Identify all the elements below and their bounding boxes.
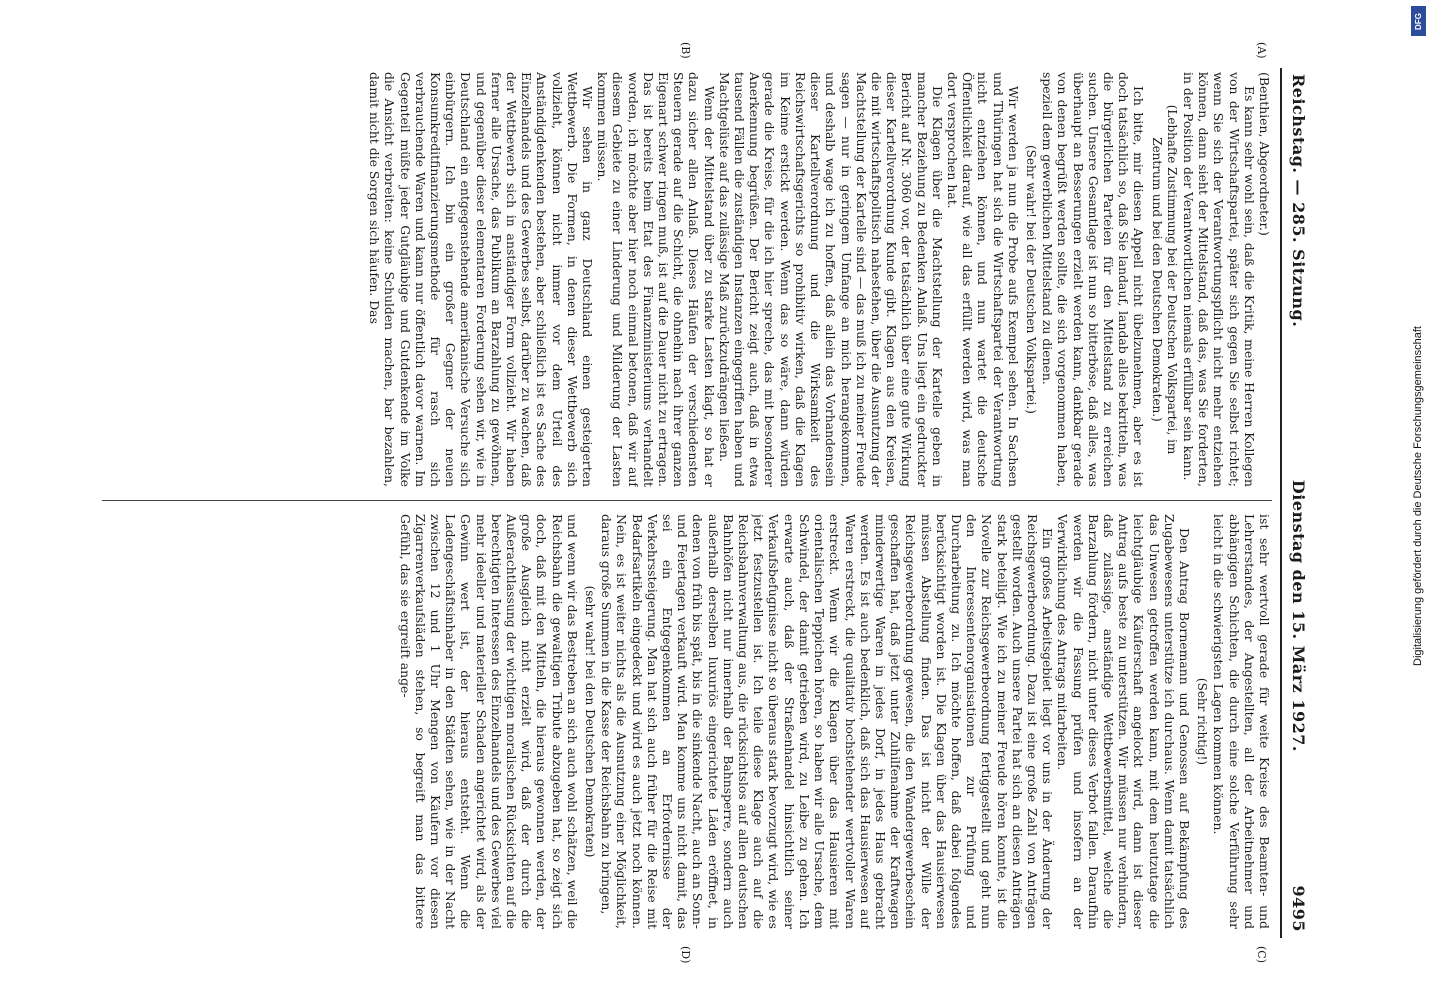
interjection: (Sehr richtig!) — [1195, 677, 1210, 766]
paragraph: Es kann sehr wohl sein, daß die Kritik, meine Herren Kollegen von der Wirtschaftspartei, später sich gegen Sie selbst richtet; wenn Sie sich der Verantwortungspflicht nicht mehr entziehen können, dann sieht der Mittelstand, daß das, was Sie forderten, in der Position der Verantwortlichen niemals erfüllbar sein kann. — [1180, 72, 1257, 487]
paragraph: Wir werden ja nun die Probe aufs Exempel sehen. In Sachsen und Thüringen hat sich die Wirtschaftspartei der Verantwortung nicht entziehen können, und nun wartet die deutsche Öffentlichkeit darauf, wie all das erfüllt werden wird, was man dort versprochen hat. — [944, 72, 1021, 487]
right-column — [92, 514, 1272, 929]
header-date: Dienstag den 15. März 1927. — [1289, 479, 1308, 752]
margin-marker-d: (D) — [679, 946, 692, 964]
paragraph: Ein großes Arbeitsgebiet liegt vor uns in der Änderung der Reichsgewerbeordnung. Dazu ist eine große Zahl von Anträgen gestellt worden. Auch unsere Partei hat sich an diesen Anträgen stark beteiligt. Wie ich zu meiner Freude hören konnte, ist die Novelle zur Reichsgewerbeordnung fertiggestellt und geht nun den Interessentenorganisationen zur Prüfung und Durcharbeitung zu. Ich möchte hoffen, daß dabei folgendes berücksichtigt worden ist. Die Klagen über das Hausierwesen müssen Abstellung finden. Das ist nicht der Wille der Reichsgewerbeordnung gewesen, die den Wandergewerbeschein geschaffen hat, daß jetzt unter Zuhilfenahme der Kraftwagen minderwertige Waren in jedes Dorf, in jedes Haus gebracht werden. Es ist auch bedenklich, daß sich das Hausierwesen auf Waren erstreckt, die qualitativ hochstehender wertvoller Waren erstreckt. Wenn wir die Klagen über das Hausieren mit orientalischen Teppichen hören, so haben wir alle Ursache, dem Schwindel, der damit getrieben wird, zu Leibe zu gehen. Ich erwarte auch, daß der Straßenhandel hinsichtlich seiner Verkaufsbefugnisse nicht so überaus stark bevorzugt wird, wie es jetzt festzustellen ist. Ich teile diese Klage auch auf die Reichsbahnverwaltung aus, die rücksichtslos auf allen deutschen Bahnhöfen nicht nur innerhalb der Bahnsperre, sondern auch außerhalb derselben luxuriös eingerichtete Läden eröffnet, in denen von früh bis spät, bis in die sinkende Nacht, auch an Sonn- und Feiertagen verkauft wird. Man komme uns nicht damit, das sei ein Entgegenkommen an Erfordernisse der Verkehrssteigerung. Man hat sich auch früher für die Reise mit Bedarfsartikeln eingedeckt und wird es auch jetzt noch können. Nein, es ist weiter nichts als die Ausnutzung einer Möglichkeit, daraus große Summen in die Kasse der Reichsbahn zu bringen, — [599, 514, 1056, 929]
funding-notice: Digitalisierung gefördert durch die Deutsche Forschungsgemeinschaft — [1412, 326, 1424, 666]
margin-marker-c: (C) — [1255, 946, 1268, 963]
margin-marker-b: (B) — [679, 42, 692, 59]
interjection: (Sehr wahr! bei der Deutschen Volkspartei.) — [1023, 145, 1038, 414]
paragraph: Wenn der Mittelstand über zu starke Lasten klagt, so hat er dazu sicher allen Anlaß. Dieses Häufen der verschiedensten Steuern gerade auf die Schicht, die ohnehin nach ihrer ganzen Eigenart schwer ringen muß, ist auf die Dauer nicht zu ertragen. Das ist bereits beim Etat des Finanzministeriums verhandelt worden, ich möchte aber hier noch einmal betonen, daß wir auf diesem Gebiete zu einer Linderung und Milderung der Lasten kommen müssen. — [595, 72, 717, 487]
dfg-logo — [1411, 6, 1426, 36]
page-number: 9495 — [1289, 885, 1308, 932]
interjection: (Lebhafte Zustimmung bei der Deutschen Volkspartei, im Zentrum und bei den Deutschen Demokraten.) — [1149, 104, 1179, 455]
paragraph: Die Klagen über die Machtstellung der Kartelle geben in mancher Beziehung zu Bedenken Anlaß. Uns liegt ein gedruckter Bericht auf Nr. 3060 vor, der tatsächlich über eine gute Wirkung dieser Kartellverordnung Kunde gibt. Klagen aus den Kreisen, die mit wirtschaftspolitisch nahestehen, über die Ausnutzung der Machtstellung der Kartelle sind — das muß ich zu meiner Freude sagen — nur in geringem Umfange an mich herangekommen, und deshalb wage ich zu hoffen, daß allein das Vorhandensein dieser Kartellverordnung und die Wirksamkeit des Reichswirtschaftsgerichts so prohibitiv wirken, daß die Klagen im Keime erstickt werden. Wenn das so wäre, dann würden gerade die Kreise, für die ich hier spreche, das mit besonderer Anerkennung begrüßen. Der Bericht zeigt auch, daß in etwa tausend Fällen die zuständigen Instanzen eingegriffen haben und Machtgelüste auf das zulässige Maß zurückzudrängen ließen. — [716, 72, 945, 487]
speaker-line: (Benthien, Abgeordneter.) — [1257, 72, 1272, 236]
interjection: (sehr wahr! bei den Deutschen Demokraten) — [583, 585, 598, 858]
header-right — [1289, 480, 1308, 932]
paragraph: Ich bitte, mir diesen Appell nicht übelzunehmen, aber es ist doch tatsächlich so, daß Sie landauf, landab alles bekritteln, was die bürgerlichen Parteien für den Mittelstand zu erreichen suchen. Unsere Gesamtlage ist nun so bitterböse, daß alles, was überhaupt an Besserungen erzielt werden kann, dankbar gerade von denen begrüßt werden sollte, die sich vorgenommen haben, speziell dem gewerblichen Mittelstand zu dienen. — [1040, 72, 1147, 487]
paragraph: und wenn wir das Bestreben an sich auch wohl schätzen, weil die Reichsbahn die gewaltigen Tribute abzugeben hat, so zeigt sich doch, daß mit den Mitteln, die hieraus gewonnen werden, der große Ausgleich nicht erzielt wird, daß der durch die Außerachtlassung der wichtigen moralischen Rücksichten auf die berechtigten Interessen des Einzelhandels und des Gewerbes viel mehr ideeller und materieller Schaden angerichtet wird, als der Gewinn wert ist, der hieraus entsteht. Wenn die Ladengeschäftsinhaber in den Städten sehen, wie in der Nacht zwischen 12 und 1 Uhr Mengen von Käufern vor diesen Zigarrenverkaufsläden stehen, so begreift man das bittere Gefühl, das sie ergreift ange- — [397, 514, 580, 929]
paragraph: Wir sehen in ganz Deutschland einen gesteigerten Wettbewerb. Die Formen, in denen dieser Wettbewerb sich vollzieht, können nicht immer vor dem Urteil des Anständigdenkenden bestehen, aber schließlich ist es Sache des Einzelhandels und des Gewerbes selbst, darüber zu wachen, daß der Wettbewerb sich in anständiger Form vollzieht. Wir haben ferner alle Ursache, das Publikum an Barzahlung zu gewöhnen, und gegenüber dieser elementaren Forderung sehen wir, wie in Deutschland ein entgegenstehende amerikanische Versuche sich einbürgern. Ich bin ein großer Gegner der neuen Konsumkreditfinanzierungsmethode für rasch sich verbrauchende Waren und kann nur öffentlich davor warnen. Im Gegenteil müßte jeder Gutgläubige und Gutdenkende im Volke die Ansicht verbreiten: keine Schulden machen, bar bezahlen, damit nicht die Sorgen sich häufen. Das — [367, 72, 596, 487]
page-header — [1278, 68, 1312, 938]
dfg-logo-text: DFG — [1414, 12, 1424, 30]
header-rule — [1280, 68, 1282, 938]
paragraph: Den Antrag Bornemann und Genossen auf Bekämpfung des Zugabewesens unterstütze ich durchaus. Wenn damit tatsächlich das Unwesen getroffen werden kann, mit dem heutzutage die leichtgläubige Käuferschaft angelockt wird, dann ist dieser Antrag aufs beste zu unterstützen. Wir müssen nur verhindern, daß zulässige, anständige Wettbewerbsmittel, welche die Barzahlung fördern, nicht unter dieses Verbot fallen. Daraufhin werden wir die Fassung prüfen und insofern an der Verwirklichung des Antrags mitarbeiten. — [1055, 514, 1192, 929]
header-left: Reichstag. — 285. Sitzung. — [1289, 74, 1308, 328]
rotated-document — [92, 42, 1312, 964]
margin-marker-a: (A) — [1255, 42, 1268, 59]
column-divider — [102, 500, 1272, 501]
paragraph: ist sehr wertvoll gerade für weite Kreise des Beamten- und Lehrerstandes, der Angestellten, all der Arbeitnehmer und abhängigen Schichten, die durch eine solche Verführung sehr leicht in die schwierigsten Lagen kommen können. — [1211, 514, 1272, 929]
left-column — [92, 72, 1272, 487]
